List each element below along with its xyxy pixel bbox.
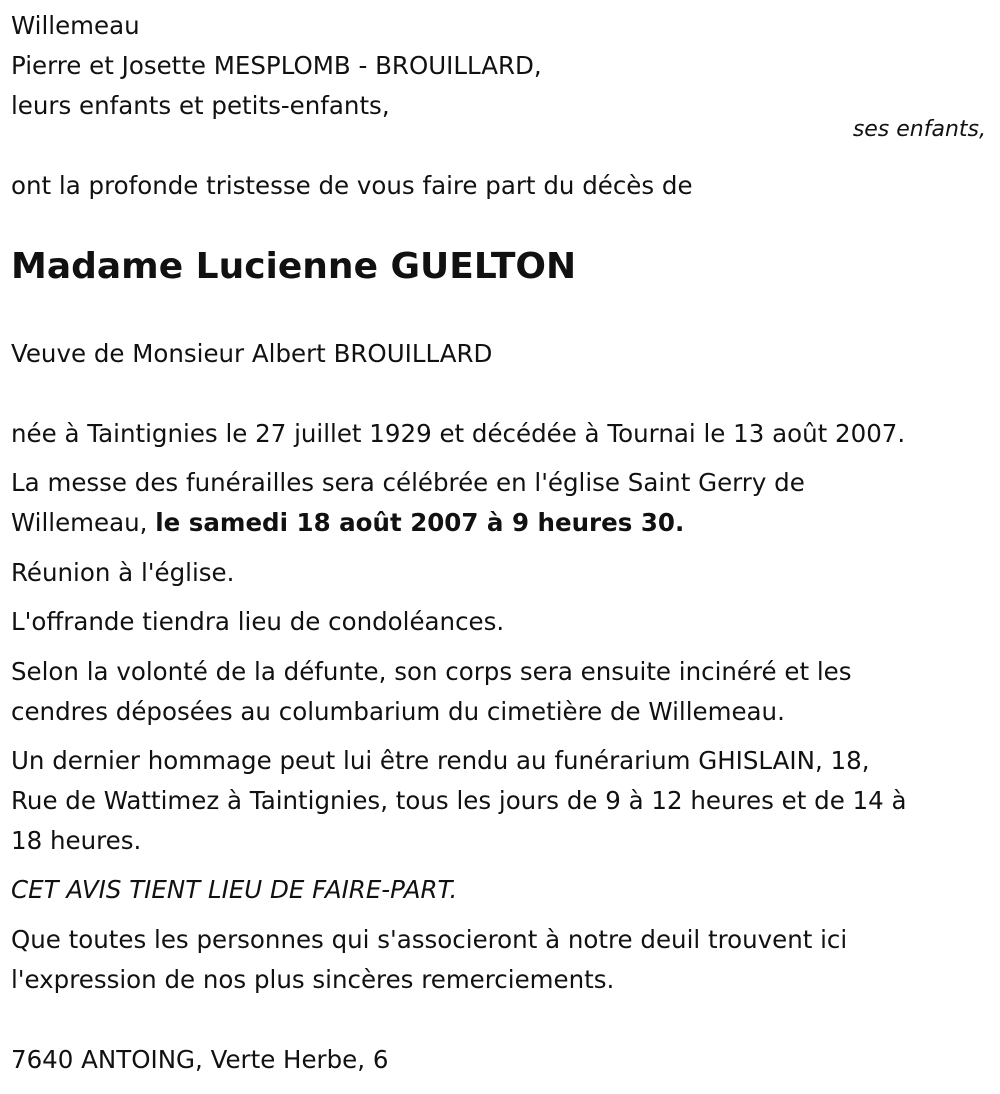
widow-of: Veuve de Monsieur Albert BROUILLARD bbox=[11, 339, 493, 368]
mass-line-2 bbox=[11, 503, 684, 543]
meeting: Réunion à l'église. bbox=[11, 558, 235, 587]
mass-date-time: le samedi 18 août 2007 à 9 heures 30. bbox=[155, 508, 685, 537]
tribute-line-3: 18 heures. bbox=[11, 826, 142, 855]
thanks-line-1: Que toutes les personnes qui s'associeront à notre deuil trouvent ici bbox=[11, 925, 848, 954]
family-town: Willemeau bbox=[11, 11, 140, 40]
offering: L'offrande tiendra lieu de condoléances. bbox=[11, 607, 505, 636]
family-couple: Pierre et Josette MESPLOMB - BROUILLARD, bbox=[11, 51, 542, 80]
announcement-intro: ont la profonde tristesse de vous faire part du décès de bbox=[11, 171, 693, 200]
thanks-line-2: l'expression de nos plus sincères remerciements. bbox=[11, 965, 615, 994]
mass-line-1: La messe des funérailles sera célébrée en l'église Saint Gerry de bbox=[11, 468, 805, 497]
family-children: ses enfants, bbox=[852, 117, 986, 142]
family-descendants: leurs enfants et petits-enfants, bbox=[11, 91, 390, 120]
deceased-name: Madame Lucienne GUELTON bbox=[11, 246, 577, 287]
cremation-line-1: Selon la volonté de la défunte, son corps sera ensuite incinéré et les bbox=[11, 657, 852, 686]
notice: CET AVIS TIENT LIEU DE FAIRE-PART. bbox=[11, 875, 458, 904]
cremation-line-2: cendres déposées au columbarium du cimetière de Willemeau. bbox=[11, 697, 785, 726]
address: 7640 ANTOING, Verte Herbe, 6 bbox=[11, 1045, 389, 1074]
birth-death: née à Taintignies le 27 juillet 1929 et décédée à Tournai le 13 août 2007. bbox=[11, 419, 906, 448]
tribute-line-1: Un dernier hommage peut lui être rendu au funérarium GHISLAIN, 18, bbox=[11, 746, 870, 775]
tribute-line-2: Rue de Wattimez à Taintignies, tous les jours de 9 à 12 heures et de 14 à bbox=[11, 786, 907, 815]
mass-town: Willemeau, bbox=[11, 508, 156, 537]
